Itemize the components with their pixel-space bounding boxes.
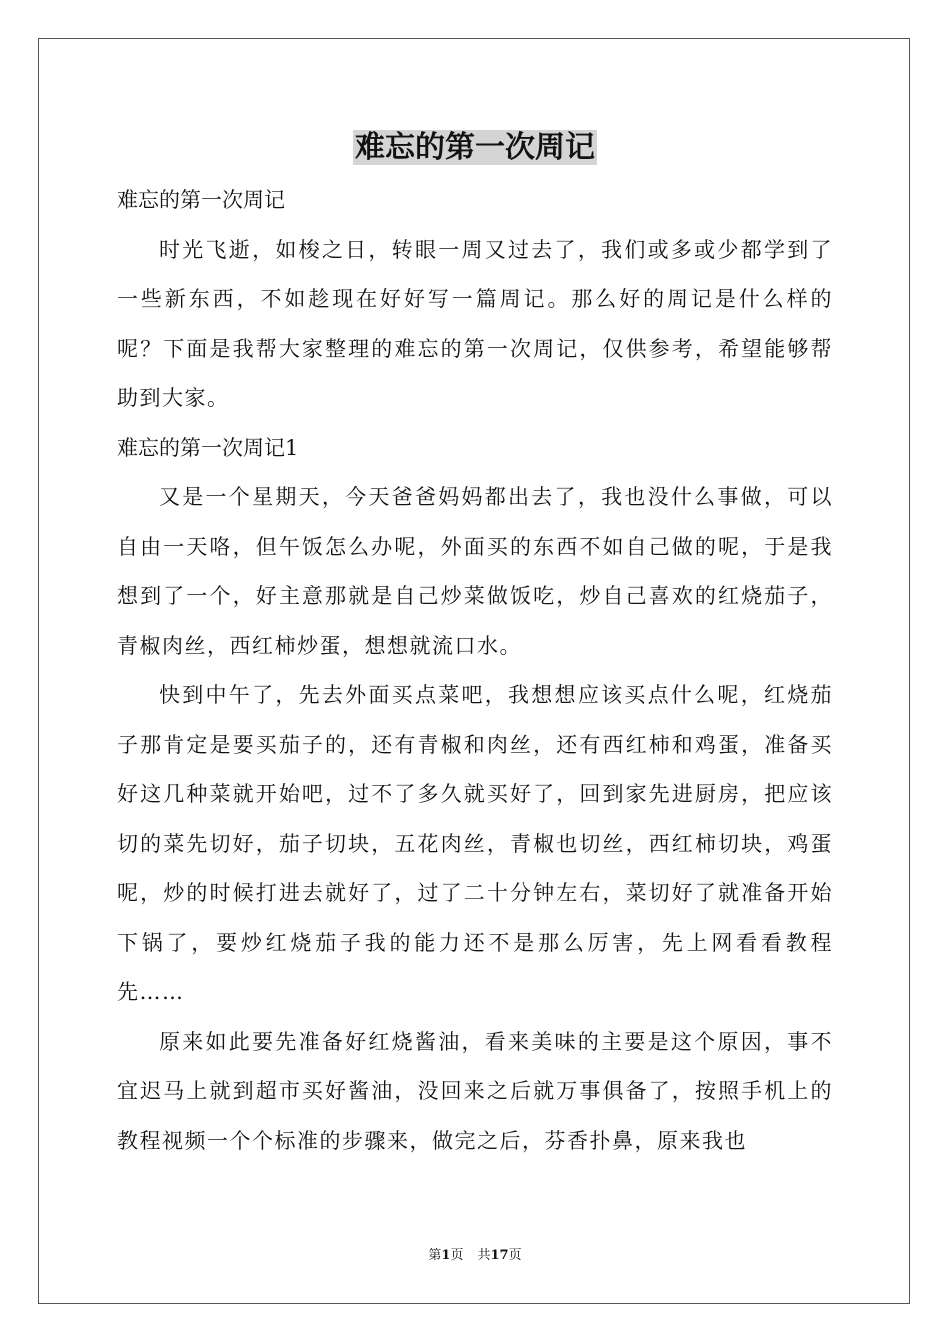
document-title-text: 难忘的第一次周记 <box>355 130 595 165</box>
document-title <box>0 128 950 168</box>
page-suffix: 页 <box>450 1248 464 1263</box>
intro-paragraph: 时光飞逝，如梭之日，转眼一周又过去了，我们或多或少都学到了一些新东西，不如趁现在好好写一篇周记。那么好的周记是什么样的呢？下面是我帮大家整理的难忘的第一次周记，仅供参考，希望能够帮助到大家。 <box>117 237 833 410</box>
section-paragraph-3: 原来如此要先准备好红烧酱油，看来美味的主要是这个原因，事不宜迟马上就到超市买好酱油，没回来之后就万事俱备了，按照手机上的教程视频一个个标准的步骤来，做完之后，芬香扑鼻，原来我也 <box>117 1029 833 1153</box>
section-heading: 难忘的第一次周记1 <box>117 435 299 460</box>
section-paragraph-2: 快到中午了，先去外面买点菜吧，我想想应该买点什么呢，红烧茄子那肯定是要买茄子的，还有青椒和肉丝，还有西红柿和鸡蛋，准备买好这几种菜就开始吧，过不了多久就买好了，回到家先进厨房，把应该切的菜先切好，茄子切块，五花肉丝，青椒也切丝，西红柿切块，鸡蛋呢，炒的时候打进去就好了，过了二十分钟左右，菜切好了就准备开始下锅了，要炒红烧茄子我的能力还不是那么厉害，先上网看看教程先…… <box>117 683 833 1004</box>
total-prefix: 共 <box>477 1248 491 1263</box>
page-prefix: 第 <box>428 1248 442 1263</box>
total-suffix: 页 <box>508 1248 522 1263</box>
document-body <box>117 176 833 1166</box>
page-footer <box>0 1247 950 1265</box>
intro-heading: 难忘的第一次周记 <box>117 188 285 212</box>
page-number: 1 <box>441 1248 451 1263</box>
section-paragraph-1: 又是一个星期天，今天爸爸妈妈都出去了，我也没什么事做，可以自由一天咯，但午饭怎么办呢，外面买的东西不如自己做的呢，于是我想到了一个，好主意那就是自己炒菜做饭吃，炒自己喜欢的红烧茄子，青椒肉丝，西红柿炒蛋，想想就流口水。 <box>117 485 833 658</box>
total-pages: 17 <box>490 1248 509 1263</box>
